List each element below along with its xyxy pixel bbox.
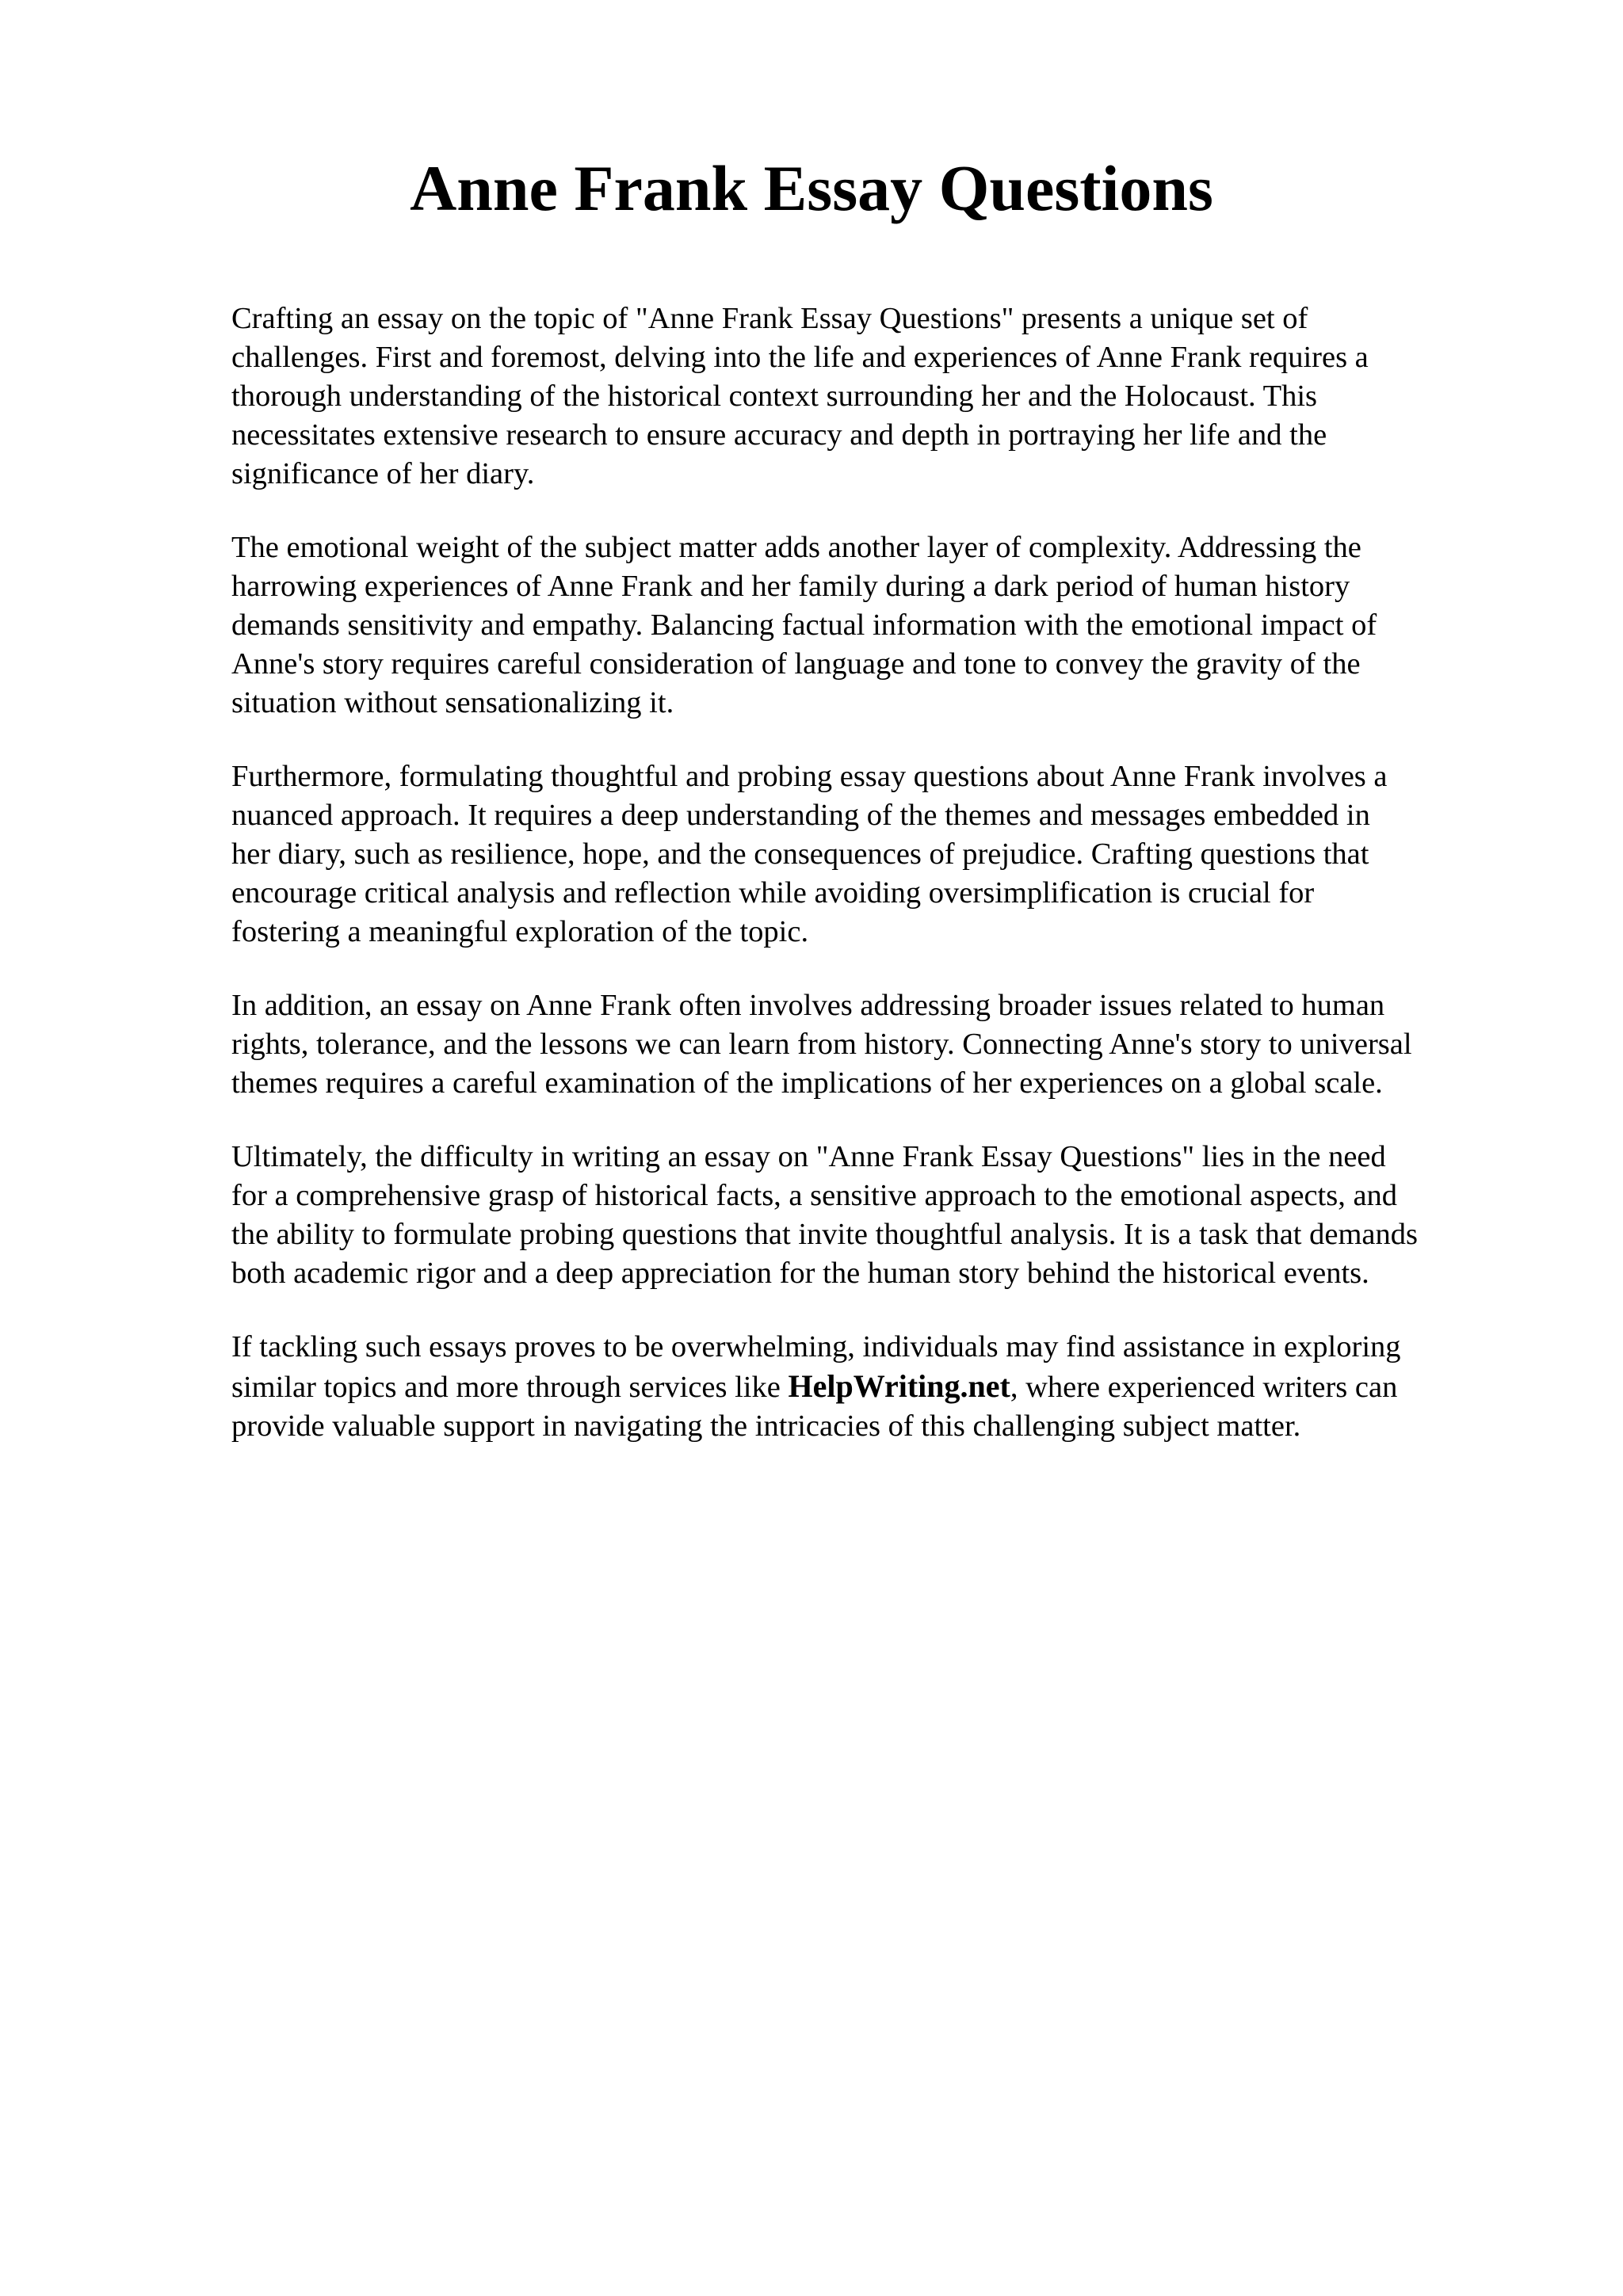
paragraph-line: necessitates extensive research to ensure accuracy and depth in portraying her life and the xyxy=(231,418,1327,452)
paragraph-4 xyxy=(231,986,1515,1103)
paragraph-line: her diary, such as resilience, hope, and the consequences of prejudice. Crafting questions that xyxy=(231,837,1369,871)
paragraph-line: Anne's story requires careful consideration of language and tone to convey the gravity of the xyxy=(231,647,1361,681)
paragraph-line: fostering a meaningful exploration of the topic. xyxy=(231,915,809,948)
paragraph-3 xyxy=(231,757,1515,952)
paragraph-line xyxy=(231,1367,1515,1407)
paragraph-line: harrowing experiences of Anne Frank and her family during a dark period of human history xyxy=(231,570,1350,603)
paragraph-line: encourage critical analysis and reflection while avoiding oversimplification is crucial for xyxy=(231,876,1315,910)
paragraph-line: the ability to formulate probing questions that invite thoughtful analysis. It is a task that demands xyxy=(231,1218,1418,1251)
paragraph-line: nuanced approach. It requires a deep understanding of the themes and messages embedded in xyxy=(231,799,1370,832)
document-title: Anne Frank Essay Questions xyxy=(410,152,1213,224)
paragraph-line: Furthermore, formulating thoughtful and probing essay questions about Anne Frank involves a xyxy=(231,760,1388,793)
paragraph-line: for a comprehensive grasp of historical facts, a sensitive approach to the emotional aspects, and xyxy=(231,1179,1398,1212)
paragraph-line: significance of her diary. xyxy=(231,457,535,490)
paragraph-line: demands sensitivity and empathy. Balancing factual information with the emotional impact of xyxy=(231,608,1377,642)
paragraph-5 xyxy=(231,1138,1515,1293)
paragraph-line: Ultimately, the difficulty in writing an essay on "Anne Frank Essay Questions" lies in the need xyxy=(231,1140,1386,1173)
paragraph-line: both academic rigor and a deep appreciation for the human story behind the historical events. xyxy=(231,1257,1369,1290)
document-body xyxy=(231,299,1515,1481)
paragraph-line: situation without sensationalizing it. xyxy=(231,686,674,719)
paragraph-line: rights, tolerance, and the lessons we can learn from history. Connecting Anne's story to universal xyxy=(231,1028,1412,1061)
paragraph-line: themes requires a careful examination of the implications of her experiences on a global scale. xyxy=(231,1066,1383,1100)
closing-paragraph xyxy=(231,1328,1515,1446)
paragraph-line: If tackling such essays proves to be overwhelming, individuals may find assistance in exploring xyxy=(231,1330,1401,1363)
paragraph-line: The emotional weight of the subject matter adds another layer of complexity. Addressing the xyxy=(231,531,1361,564)
paragraph-line: In addition, an essay on Anne Frank often involves addressing broader issues related to human xyxy=(231,989,1385,1022)
paragraph-1 xyxy=(231,299,1515,494)
paragraph-line: provide valuable support in navigating the intricacies of this challenging subject matter. xyxy=(231,1409,1301,1443)
helpwriting-brand-link[interactable]: HelpWriting.net xyxy=(788,1368,1010,1404)
paragraph-line: Crafting an essay on the topic of "Anne Frank Essay Questions" presents a unique set of xyxy=(231,302,1308,335)
paragraph-line: thorough understanding of the historical context surrounding her and the Holocaust. This xyxy=(231,379,1318,413)
closing-text-before: similar topics and more through services like xyxy=(231,1371,789,1404)
closing-text-after: , where experienced writers can xyxy=(1010,1371,1398,1404)
paragraph-line: challenges. First and foremost, delving into the life and experiences of Anne Frank requires a xyxy=(231,341,1369,374)
paragraph-2 xyxy=(231,528,1515,723)
